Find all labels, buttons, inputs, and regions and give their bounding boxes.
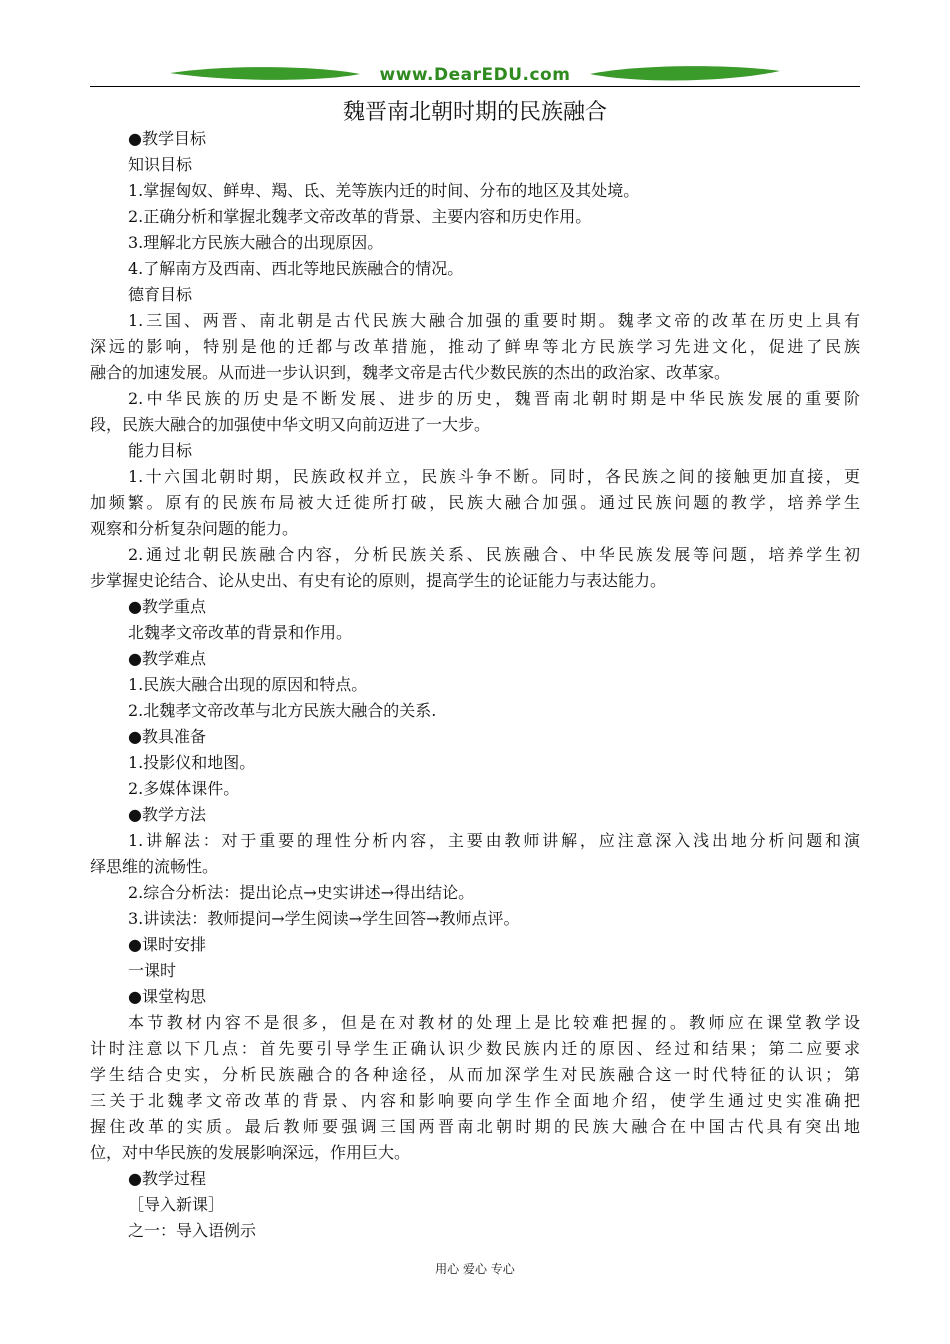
paragraph-line: 2.通过北朝民族融合内容，分析民族关系、民族融合、中华民族发展等问题，培养学生初	[128, 545, 860, 564]
paragraph-line: 1.十六国北朝时期，民族政权并立，民族斗争不断。同时，各民族之间的接触更加直接，更	[128, 467, 860, 486]
paragraph-line: 之一：导入语例示	[128, 1221, 257, 1240]
section-heading: ●教学过程	[128, 1169, 206, 1188]
subheading: 能力目标	[128, 441, 193, 460]
paragraph-line: 1.投影仪和地图。	[128, 753, 256, 772]
paragraph-line: 北魏孝文帝改革的背景和作用。	[128, 623, 353, 642]
paragraph-line: 2.正确分析和掌握北魏孝文帝改革的背景、主要内容和历史作用。	[128, 207, 592, 226]
paragraph-line: 绎思维的流畅性。	[90, 857, 219, 876]
paragraph-line: 深远的影响，特别是他的迁都与改革措施，推动了鲜卑等北方民族学习先进文化，促进了民族	[90, 337, 860, 356]
section-heading: ●教学重点	[128, 597, 206, 616]
paragraph-line: 2.多媒体课件。	[128, 779, 240, 798]
site-logo[interactable]	[170, 62, 780, 86]
section-heading: ●教学方法	[128, 805, 206, 824]
subheading: 知识目标	[128, 155, 193, 174]
section-heading: ●课时安排	[128, 935, 206, 954]
paragraph-line: 观察和分析复杂问题的能力。	[90, 519, 299, 538]
paragraph-line: 握住改革的实质。最后教师要强调三国两晋南北朝时期的民族大融合在中国古代具有突出地	[90, 1117, 860, 1136]
paragraph-line: 一课时	[128, 961, 177, 980]
paragraph-line: 三关于北魏孝文帝改革的背景、内容和影响要向学生作全面地介绍，使学生通过史实准确把	[90, 1091, 860, 1110]
site-logo-text: www.DearEDU.com	[379, 65, 571, 85]
section-heading: ●教学难点	[128, 649, 206, 668]
paragraph-line: 2.中华民族的历史是不断发展、进步的历史，魏晋南北朝时期是中华民族发展的重要阶	[128, 389, 860, 408]
section-heading: ●课堂构思	[128, 987, 206, 1006]
paragraph-line: 2.北魏孝文帝改革与北方民族大融合的关系.	[128, 701, 437, 720]
paragraph-line: 本节教材内容不是很多，但是在对教材的处理上是比较难把握的。教师应在课堂教学设	[128, 1013, 860, 1032]
paragraph-line: 2.综合分析法：提出论点→史实讲述→得出结论。	[128, 883, 475, 902]
paragraph-line: 1.三国、两晋、南北朝是古代民族大融合加强的重要时期。魏孝文帝的改革在历史上具有	[128, 311, 860, 330]
paragraph-line: 位，对中华民族的发展影响深远，作用巨大。	[90, 1143, 411, 1162]
section-heading: ●教具准备	[128, 727, 206, 746]
paragraph-line: 4.了解南方及西南、西北等地民族融合的情况。	[128, 259, 464, 278]
paragraph-line: 加频繁。原有的民族布局被大迁徙所打破，民族大融合加强。通过民族问题的教学，培养学生	[90, 493, 860, 512]
section-heading: ●教学目标	[128, 129, 206, 148]
subheading: ［导入新课］	[128, 1195, 225, 1214]
paragraph-line: 步掌握史论结合、论从史出、有史有论的原则，提高学生的论证能力与表达能力。	[90, 571, 667, 590]
paragraph-line: 1.掌握匈奴、鲜卑、羯、氐、羌等族内迁的时间、分布的地区及其处境。	[128, 181, 640, 200]
paragraph-line: 1.讲解法：对于重要的理性分析内容，主要由教师讲解，应注意深入浅出地分析问题和演	[128, 831, 860, 850]
page-footer: 用心 爱心 专心	[435, 1262, 515, 1276]
document-body	[90, 126, 860, 1244]
paragraph-line: 学生结合史实，分析民族融合的各种途径，从而加深学生对民族融合这一时代特征的认识；第	[90, 1065, 860, 1084]
paragraph-line: 3.讲读法：教师提问→学生阅读→学生回答→教师点评。	[128, 909, 520, 928]
paragraph-line: 计时注意以下几点：首先要引导学生正确认识少数民族内迁的原因、经过和结果；第二应要求	[90, 1039, 860, 1058]
paragraph-line: 融合的加速发展。从而进一步认识到，魏孝文帝是古代少数民族的杰出的政治家、改革家。	[90, 363, 731, 382]
paragraph-line: 3.理解北方民族大融合的出现原因。	[128, 233, 384, 252]
paragraph-line: 段，民族大融合的加强使中华文明又向前迈进了一大步。	[90, 415, 491, 434]
header-rule	[90, 86, 860, 87]
paragraph-line: 1.民族大融合出现的原因和特点。	[128, 675, 368, 694]
page-title: 魏晋南北朝时期的民族融合	[342, 100, 607, 125]
subheading: 德育目标	[128, 285, 193, 304]
